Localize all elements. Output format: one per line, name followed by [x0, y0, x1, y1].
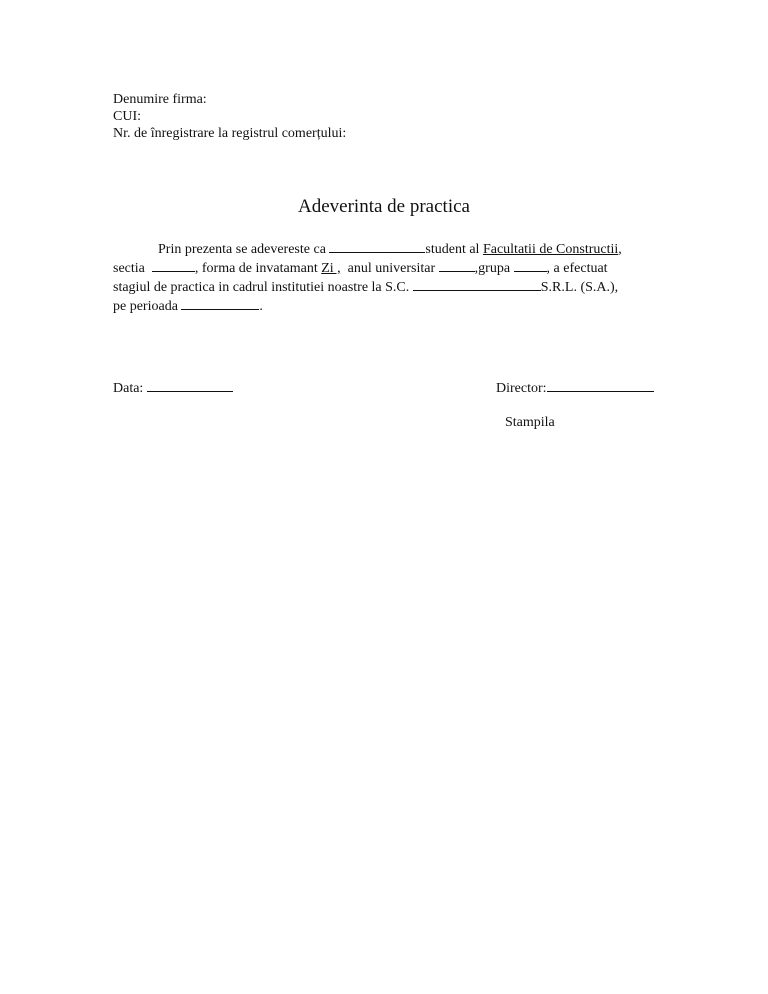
body-line-4 — [113, 297, 643, 316]
student-name-blank — [329, 240, 425, 253]
grupa-blank — [514, 259, 547, 272]
efectuat-text: , a efectuat — [546, 261, 608, 276]
forma-label: , forma de invatamant — [194, 261, 318, 276]
date-field — [113, 379, 233, 398]
line1-comma: , — [618, 242, 622, 257]
anul-blank — [439, 259, 475, 272]
line4-period: . — [259, 299, 263, 314]
date-label: Data: — [113, 381, 144, 396]
anul-label: anul universitar — [347, 261, 436, 276]
faculty-name: Facultatii de Constructii — [482, 242, 619, 257]
grupa-label: ,grupa — [474, 261, 511, 276]
director-field — [496, 379, 654, 398]
date-blank — [147, 379, 233, 392]
body-line-2 — [113, 259, 643, 278]
intro-text: Prin prezenta se adevereste ca — [158, 242, 326, 257]
cui-label: CUI: — [113, 109, 141, 124]
srl-text: S.R.L. (S.A.), — [540, 280, 619, 295]
sectia-label: sectia — [113, 261, 145, 276]
sectia-blank — [152, 259, 195, 272]
company-header — [113, 91, 346, 142]
student-text: student al — [425, 242, 480, 257]
director-signature-blank — [547, 379, 654, 392]
perioada-blank — [181, 297, 259, 310]
company-blank — [413, 278, 541, 291]
document-title: Adeverinta de practica — [298, 196, 470, 217]
forma-value: Zi , — [321, 261, 341, 276]
body-line-3 — [113, 278, 643, 297]
registry-number-label: Nr. de înregistrare la registrul comerțului: — [113, 126, 347, 141]
perioada-label: pe perioada — [113, 299, 178, 314]
stagiu-text: stagiul de practica in cadrul institutiei noastre la S.C. — [113, 280, 410, 295]
stamp-label: Stampila — [505, 415, 555, 430]
certificate-body — [113, 240, 643, 316]
director-label: Director: — [496, 381, 547, 396]
company-name-label: Denumire firma: — [113, 92, 207, 107]
body-line-1 — [113, 240, 643, 259]
